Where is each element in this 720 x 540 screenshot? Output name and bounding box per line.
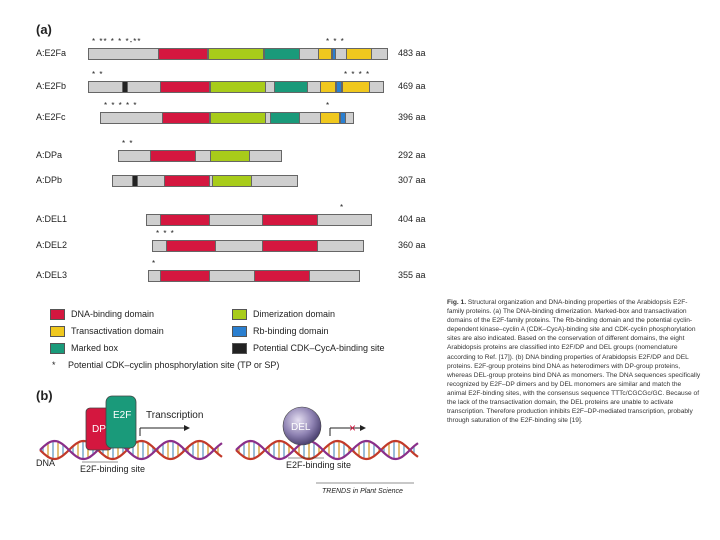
caption-text: Structural organization and DNA-binding properties of the Arabidopsis E2F-family proteins. (a) The DNA-binding dimerization. Marked-box and transactivation domains of the E2F-family proteins. The Rb-binding domain and the potential cyclin-dependent kinase–cyclin A (CDK–CycA)-binding site and CDK-cyclin phosphorylation sites are also indicated. Based on the conservation of different domains, the eight Arabidopsis proteins are classified into E2F/DP and DEL groups (nomenclature according to Ref. [17]). (b) DNA binding properties of Arabidopsis E2F/DP and DEL proteins. E2F-group proteins bind DNA as heterodimers with DP-group proteins, whereas DEL-group proteins bind DNA as monomers. The DNA sequences specifically recognized by E2F–DP dimers and by DEL monomers are similar and match the animal E2F-binding sites, with the consensus sequence TTTc/CGCGc/GC. Because of the lack of the transactivation domain, the DEL proteins are unable to activate transcription. Therefore production inhibits E2F–DP-mediated transcription, probably through saturation of the E2F-binding site [19]. [447,299,701,425]
protein-length: 483 aa [398,48,426,58]
e2f-protein-shape [106,396,136,448]
dp-label: DP [92,424,106,435]
caption-title: Fig. 1. [447,299,467,306]
protein-name: A:E2Fa [36,48,67,58]
legend-dna-binding: DNA-binding domain [50,309,154,320]
protein-name: A:E2Fc [36,112,66,122]
protein-name: A:DEL3 [36,270,68,280]
del-label: DEL [291,422,311,433]
protein-name: A:E2Fb [36,81,67,91]
figure-caption [447,298,702,425]
blocked-x-icon: × [349,421,357,435]
legend-transactivation: Transactivation domain [50,326,164,337]
phospho-sites-left: * * * [156,229,175,238]
phospho-sites-right: * [326,101,331,110]
phospho-star-icon: * [52,360,56,370]
e2f-label: E2F [113,410,132,421]
dna-label: DNA [36,458,56,468]
protein-length: 355 aa [398,270,426,280]
protein-name: A:DPa [36,150,63,160]
phospho-sites-left: * * [122,139,134,148]
protein-length: 469 aa [398,81,426,91]
protein-length: 307 aa [398,175,426,185]
legend-phospho: * Potential CDK–cyclin phosphorylation site (TP or SP) [52,360,280,370]
phospho-sites-left: * ** * * *-** [92,37,142,46]
protein-length: 292 aa [398,150,426,160]
legend-marked-box: Marked box [50,343,118,354]
protein-name: A:DEL1 [36,214,68,224]
legend-cdk-binding: Potential CDK–CycA-binding site [232,343,385,354]
transcription-arrow-icon [184,425,190,431]
protein-name: A:DEL2 [36,240,68,250]
dna-helix-right [236,441,418,459]
legend-rb-binding: Rb-binding domain [232,326,329,337]
legend-dimerization: Dimerization domain [232,309,335,320]
panel-a-label: (a) [36,22,52,37]
phospho-sites-left: * * [92,70,104,79]
phospho-sites-left: * * * * * [104,101,138,110]
blocked-arrow-icon [360,425,366,431]
phospho-sites-right: * * * * [344,70,371,79]
protein-length: 360 aa [398,240,426,250]
protein-length: 404 aa [398,214,426,224]
protein-length: 396 aa [398,112,426,122]
trends-credit: TRENDS in Plant Science [322,488,403,495]
phospho-sites-right: * [340,203,345,212]
phospho-sites-left: * [152,259,157,268]
panel-b-label: (b) [36,388,53,403]
e2f-binding-site-left: E2F-binding site [80,464,146,474]
transcription-label: Transcription [146,410,204,421]
protein-name: A:DPb [36,175,63,185]
phospho-sites-right: * * * [326,37,345,46]
e2f-binding-site-right: E2F-binding site [286,460,352,470]
